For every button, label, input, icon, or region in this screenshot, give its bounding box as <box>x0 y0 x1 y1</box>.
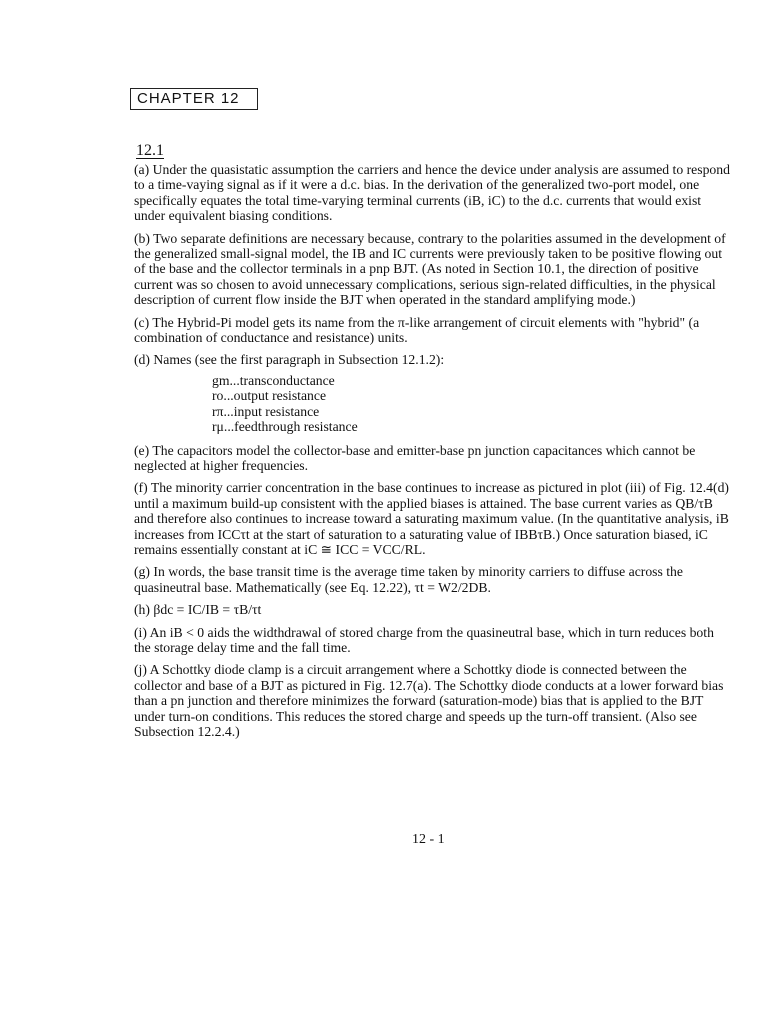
paragraph-j: (j) A Schottky diode clamp is a circuit arrangement where a Schottky diode is connected between the collector and base of a BJT as pictured in Fig. 12.7(a). The Schottky diode conducts at a lower forward bias than a pn junction and therefore minimizes the forward (saturation-mode) bias that is applied to the BJT under turn-on conditions. This reduces the stored charge and speeds up the turn-off transient. (Also see Subsection 12.2.4.) <box>134 662 724 739</box>
page-number: 12 - 1 <box>412 832 445 847</box>
paragraph-h: (h) βdc = IC/IB = τB/τt <box>134 602 262 618</box>
paragraph-e: (e) The capacitors model the collector-base and emitter-base pn junction capacitances which cannot be neglected at higher frequencies. <box>134 442 696 473</box>
paragraph-a: (a) Under the quasistatic assumption the carriers and hence the device under analysis are assumed to respond to a time-vaying signal as if it were a d.c. bias. In the derivation of the generalized two-port model, one specifically equates the total time-varying terminal currents (iB, iC) to the d.c. currents that would exist under equivalent biasing conditions. <box>134 162 730 224</box>
paragraph-d: (d) Names (see the first paragraph in Subsection 12.1.2): <box>134 352 445 368</box>
list-item: ro...output resistance <box>212 388 327 404</box>
paragraph-c: (c) The Hybrid-Pi model gets its name from the π-like arrangement of circuit elements with "hybrid" (a combination of conductance and resistance) units. <box>134 314 700 346</box>
paragraph-b: (b) Two separate definitions are necessary because, contrary to the polarities assumed in the development of the generalized small-signal model, the IB and IC currents were previously taken to be positive flowing out of the base and the collector terminals in a pnp BJT. (As noted in Section 10.1, the direction of positive current was so chosen to avoid unnecessary complications, serious sign-related difficulties, in the physical description of current flow inside the BJT when operated in the standard amplifying mode.) <box>134 230 726 308</box>
body-text <box>134 162 734 746</box>
list-item: rπ...input resistance <box>212 403 320 419</box>
names-list <box>212 373 734 435</box>
chapter-label: CHAPTER 12 <box>130 88 258 110</box>
section-number: 12.1 <box>136 142 164 159</box>
list-item: gm...transconductance <box>212 372 335 388</box>
list-item: rμ...feedthrough resistance <box>212 419 358 435</box>
paragraph-i: (i) An iB < 0 aids the widthdrawal of stored charge from the quasineutral base, which in turn reduces both the storage delay time and the fall time. <box>134 624 714 655</box>
paragraph-f: (f) The minority carrier concentration in the base continues to increase as pictured in plot (iii) of Fig. 12.4(d) until a maximum build-up consistent with the applied biases is attained. The base current varies as QB/τB and therefore also continues to increase toward a saturating maximum value. (In the quantitative analysis, iB increases from ICCτt at the start of saturation to a saturating value of IBBτB.) Once saturation biased, iC remains essentially constant at iC ≅ ICC = VCC/RL. <box>134 480 729 557</box>
paragraph-g: (g) In words, the base transit time is the average time taken by minority carriers to diffuse across the quasineutral base. Mathematically (see Eq. 12.22), τt = W2/2DB. <box>134 564 683 595</box>
